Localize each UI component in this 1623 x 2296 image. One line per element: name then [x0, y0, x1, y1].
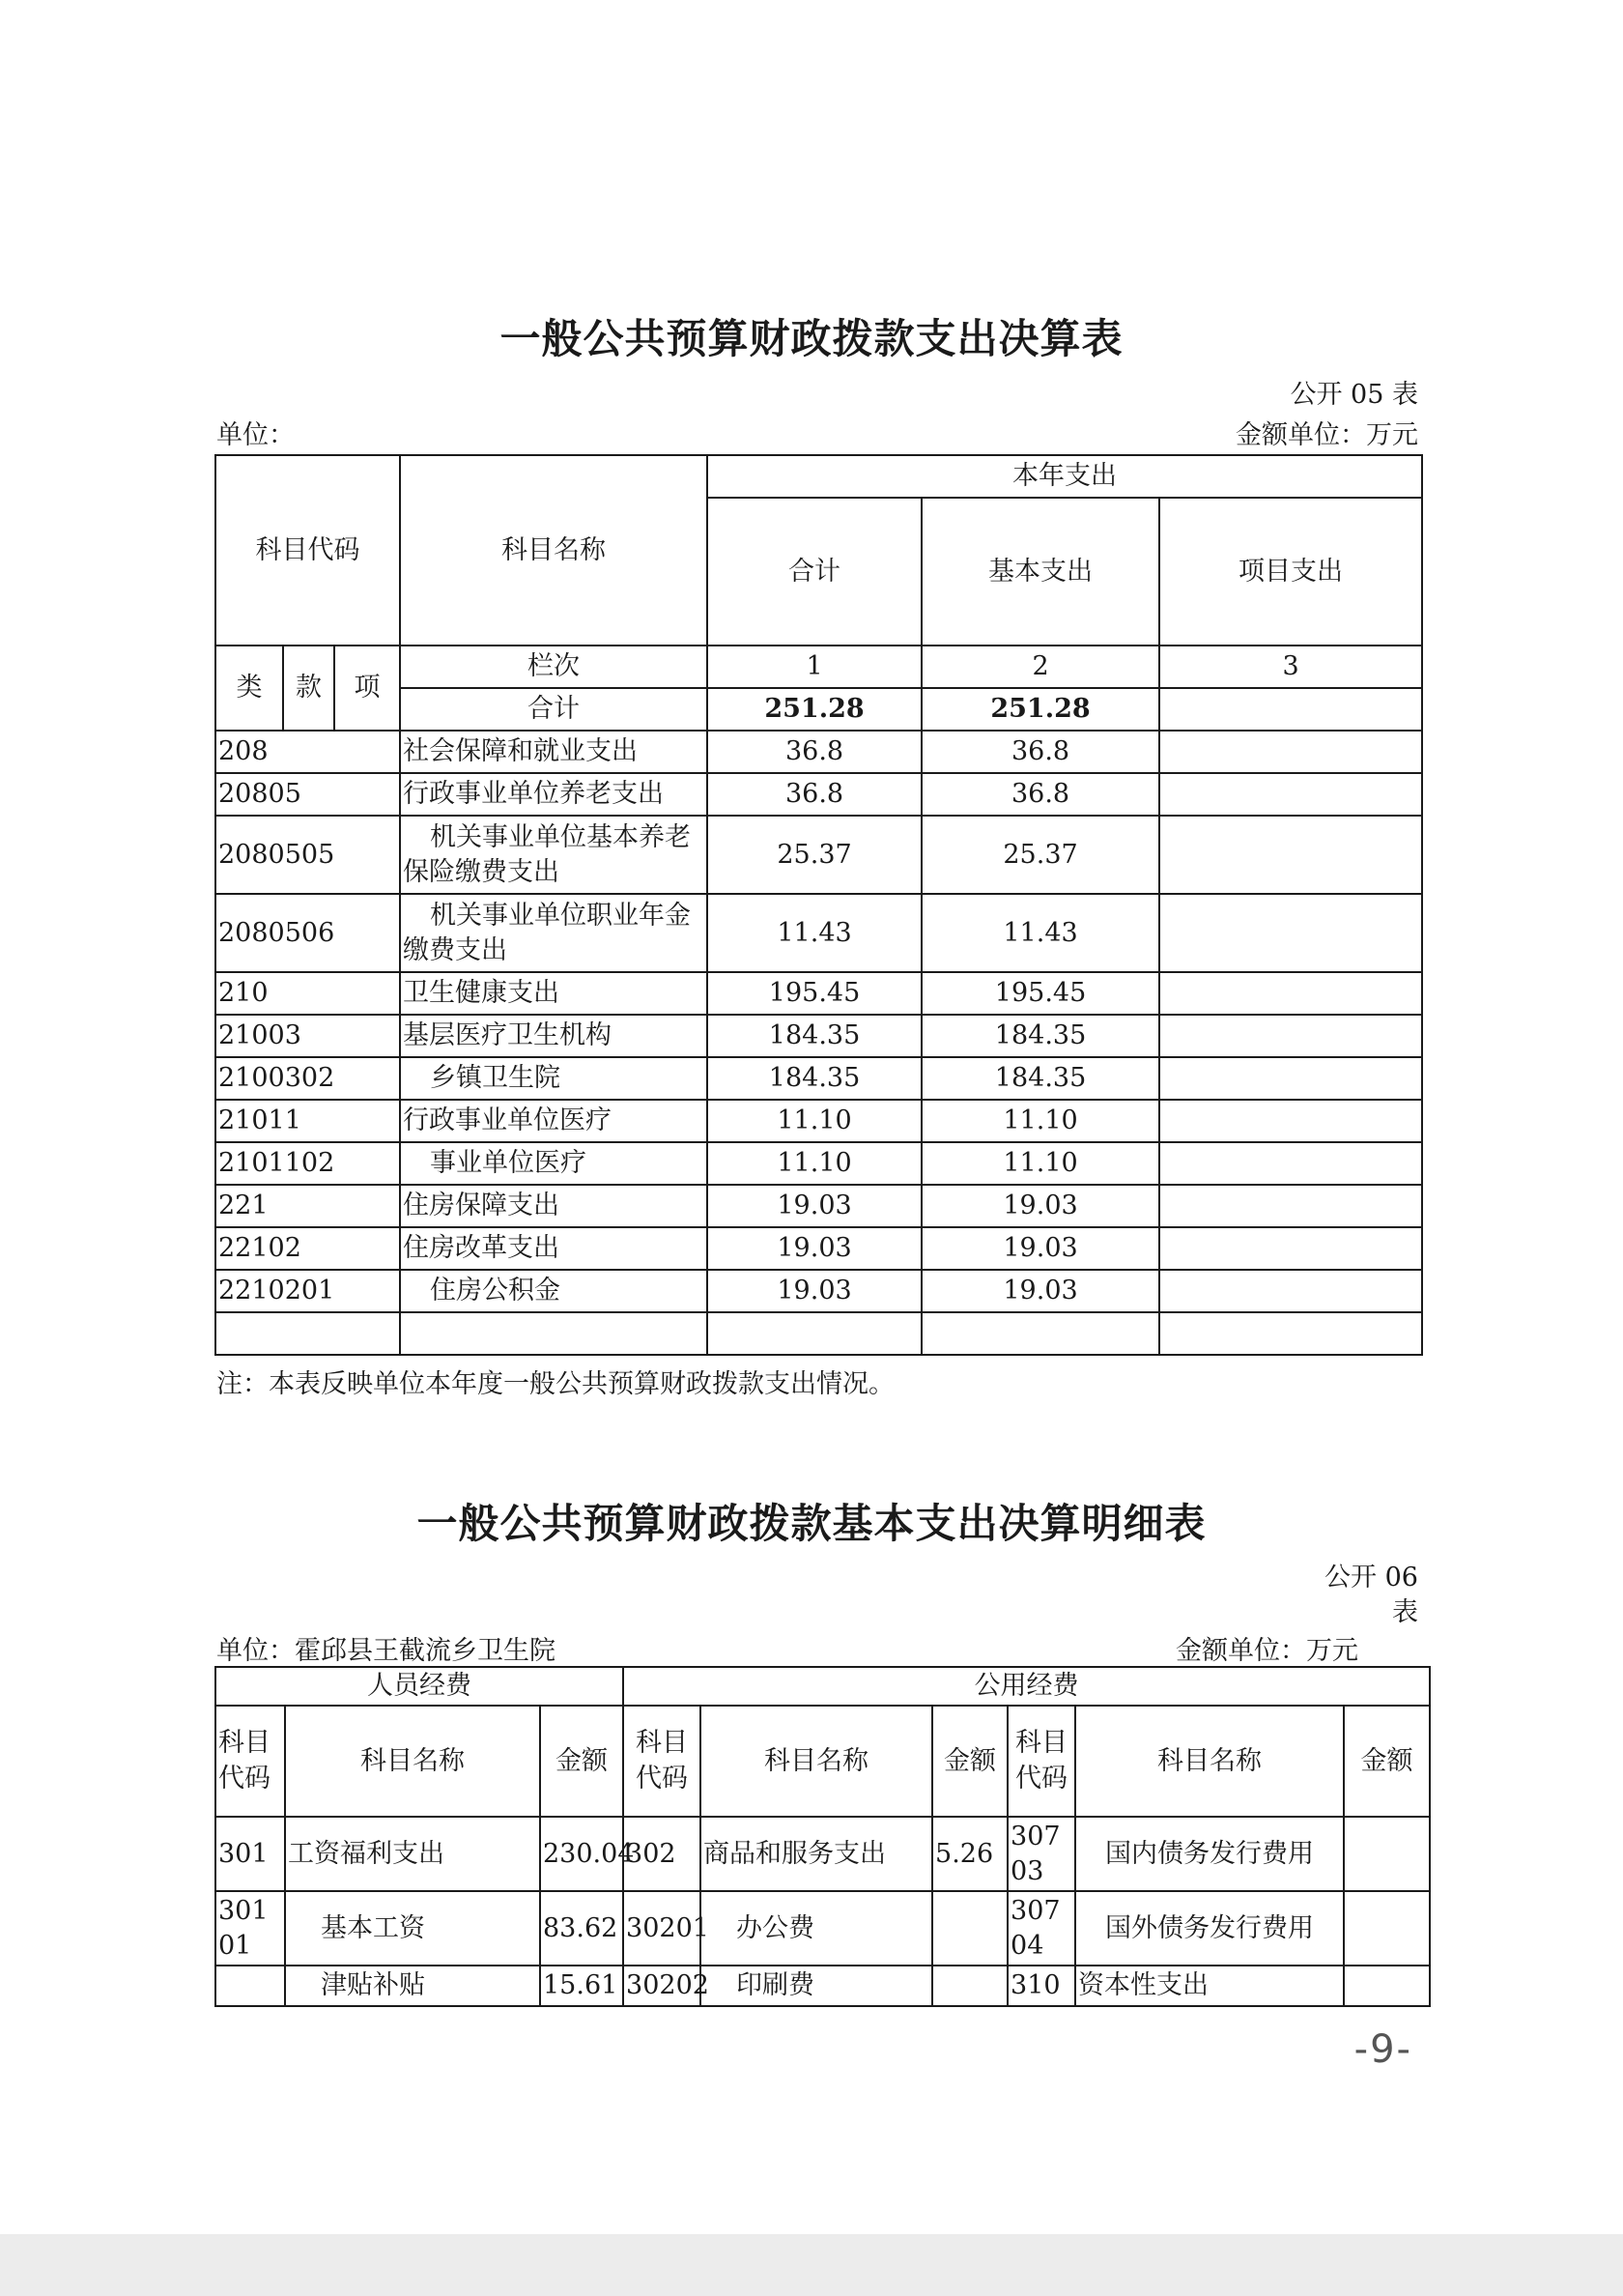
row-name: 住房改革支出 — [400, 1227, 707, 1270]
cell-amount: 5.26 — [932, 1817, 1008, 1891]
table06-unit-label: 单位：霍邱县王截流乡卫生院 — [216, 1636, 555, 1666]
table-row — [215, 1817, 1430, 1891]
row-project — [1159, 972, 1422, 1015]
table-row — [215, 1227, 1422, 1270]
row-total: 184.35 — [707, 1015, 922, 1057]
cell-amount — [932, 1966, 1008, 2006]
row-project — [1159, 816, 1422, 894]
total-label: 合计 — [400, 688, 707, 731]
cell-name: 津贴补贴 — [285, 1966, 540, 2006]
group-public: 公用经费 — [623, 1667, 1430, 1706]
row-basic: 11.10 — [922, 1100, 1159, 1142]
row-basic: 11.10 — [922, 1142, 1159, 1185]
row-basic: 11.43 — [922, 894, 1159, 972]
row-basic: 36.8 — [922, 731, 1159, 773]
table-row — [215, 972, 1422, 1015]
row-name: 社会保障和就业支出 — [400, 731, 707, 773]
cell-code: 30201 — [623, 1891, 700, 1966]
row-project — [1159, 1057, 1422, 1100]
row-code: 2080505 — [215, 816, 400, 894]
cell-name: 国外债务发行费用 — [1075, 1891, 1344, 1966]
cell-amount — [1344, 1817, 1430, 1891]
row-total: 36.8 — [707, 731, 922, 773]
total-basic: 251.28 — [922, 688, 1159, 731]
row-code: 208 — [215, 731, 400, 773]
header-code: 科目代码 — [215, 455, 400, 646]
col-amount: 金额 — [1344, 1706, 1430, 1817]
row-code: 2080506 — [215, 894, 400, 972]
row-project — [1159, 731, 1422, 773]
row-name: 行政事业单位医疗 — [400, 1100, 707, 1142]
row-total: 36.8 — [707, 773, 922, 816]
table05-unit-label: 单位： — [216, 420, 295, 450]
row-project — [1159, 1015, 1422, 1057]
cell-code: 301 — [215, 1817, 285, 1891]
cell-name: 商品和服务支出 — [700, 1817, 932, 1891]
row-project — [1159, 1100, 1422, 1142]
cell-code: 30202 — [623, 1966, 700, 2006]
table05 — [214, 454, 1423, 1356]
table-row — [215, 1057, 1422, 1100]
table06-code-line1: 公开 06 — [1324, 1563, 1418, 1593]
header-xiang: 项 — [334, 646, 400, 731]
empty-cell — [400, 1312, 707, 1355]
table-row — [215, 1015, 1422, 1057]
row-total: 195.45 — [707, 972, 922, 1015]
row-total: 19.03 — [707, 1227, 922, 1270]
table-row — [215, 1185, 1422, 1227]
header-col2: 2 — [922, 646, 1159, 688]
header-name: 科目名称 — [400, 455, 707, 646]
row-basic: 36.8 — [922, 773, 1159, 816]
cell-name: 资本性支出 — [1075, 1966, 1344, 2006]
table06-code-line2: 表 — [1392, 1597, 1418, 1627]
empty-cell — [707, 1312, 922, 1355]
table-row — [215, 1966, 1430, 2006]
row-basic: 19.03 — [922, 1227, 1159, 1270]
row-total: 19.03 — [707, 1185, 922, 1227]
table-row — [215, 894, 1422, 972]
col-amount: 金额 — [932, 1706, 1008, 1817]
row-name: 机关事业单位基本养老保险缴费支出 — [400, 816, 707, 894]
row-code: 20805 — [215, 773, 400, 816]
empty-cell — [922, 1312, 1159, 1355]
col-code: 科目代码 — [215, 1706, 285, 1817]
row-name: 卫生健康支出 — [400, 972, 707, 1015]
cell-code — [215, 1966, 285, 2006]
table05-title: 一般公共预算财政拨款支出决算表 — [499, 315, 1124, 362]
cell-name: 办公费 — [700, 1891, 932, 1966]
header-col1: 1 — [707, 646, 922, 688]
row-code: 21003 — [215, 1015, 400, 1057]
row-name: 住房保障支出 — [400, 1185, 707, 1227]
header-basic: 基本支出 — [922, 498, 1159, 646]
table05-amount-unit: 金额单位：万元 — [1236, 420, 1418, 450]
table-row — [215, 816, 1422, 894]
cell-code: 302 — [623, 1817, 700, 1891]
row-basic: 25.37 — [922, 816, 1159, 894]
col-amount: 金额 — [540, 1706, 623, 1817]
empty-cell — [215, 1312, 400, 1355]
row-name: 住房公积金 — [400, 1270, 707, 1312]
row-code: 2210201 — [215, 1270, 400, 1312]
row-code: 2100302 — [215, 1057, 400, 1100]
row-code: 2101102 — [215, 1142, 400, 1185]
empty-cell — [1159, 1312, 1422, 1355]
bottom-band — [0, 2234, 1623, 2296]
cell-amount — [1344, 1891, 1430, 1966]
empty-row — [215, 1312, 1422, 1355]
row-total: 11.10 — [707, 1142, 922, 1185]
cell-name: 国内债务发行费用 — [1075, 1817, 1344, 1891]
header-lanci: 栏次 — [400, 646, 707, 688]
header-kuan: 款 — [283, 646, 334, 731]
row-project — [1159, 894, 1422, 972]
table06-amount-unit: 金额单位：万元 — [1176, 1636, 1358, 1666]
row-project — [1159, 1185, 1422, 1227]
group-personnel: 人员经费 — [215, 1667, 623, 1706]
header-col3: 3 — [1159, 646, 1422, 688]
cell-amount — [1344, 1966, 1430, 2006]
total-project — [1159, 688, 1422, 731]
cell-amount — [932, 1891, 1008, 1966]
row-project — [1159, 1270, 1422, 1312]
cell-code: 30703 — [1008, 1817, 1075, 1891]
cell-amount: 230.04 — [540, 1817, 623, 1891]
col-name: 科目名称 — [700, 1706, 932, 1817]
row-code: 22102 — [215, 1227, 400, 1270]
total-sum: 251.28 — [707, 688, 922, 731]
row-basic: 195.45 — [922, 972, 1159, 1015]
row-total: 11.10 — [707, 1100, 922, 1142]
row-code: 21011 — [215, 1100, 400, 1142]
row-total: 11.43 — [707, 894, 922, 972]
col-name: 科目名称 — [1075, 1706, 1344, 1817]
cell-code: 310 — [1008, 1966, 1075, 2006]
table-row — [215, 1891, 1430, 1966]
table-row — [215, 773, 1422, 816]
header-total: 合计 — [707, 498, 922, 646]
row-total: 25.37 — [707, 816, 922, 894]
row-name: 机关事业单位职业年金缴费支出 — [400, 894, 707, 972]
cell-name: 印刷费 — [700, 1966, 932, 2006]
cell-name: 工资福利支出 — [285, 1817, 540, 1891]
row-basic: 184.35 — [922, 1015, 1159, 1057]
table-row — [215, 1142, 1422, 1185]
table05-code: 公开 05 表 — [1290, 380, 1418, 410]
row-basic: 19.03 — [922, 1185, 1159, 1227]
row-project — [1159, 1227, 1422, 1270]
table06 — [214, 1666, 1431, 2007]
row-name: 基层医疗卫生机构 — [400, 1015, 707, 1057]
row-code: 210 — [215, 972, 400, 1015]
table06-title: 一般公共预算财政拨款基本支出决算明细表 — [416, 1500, 1207, 1547]
header-project: 项目支出 — [1159, 498, 1422, 646]
cell-amount: 15.61 — [540, 1966, 623, 2006]
cell-amount: 83.62 — [540, 1891, 623, 1966]
header-current-year: 本年支出 — [707, 455, 1422, 498]
table-row — [215, 731, 1422, 773]
header-lei: 类 — [215, 646, 283, 731]
row-project — [1159, 773, 1422, 816]
cell-code: 30704 — [1008, 1891, 1075, 1966]
row-basic: 19.03 — [922, 1270, 1159, 1312]
row-name: 事业单位医疗 — [400, 1142, 707, 1185]
col-code: 科目代码 — [623, 1706, 700, 1817]
row-total: 19.03 — [707, 1270, 922, 1312]
table05-note: 注：本表反映单位本年度一般公共预算财政拨款支出情况。 — [216, 1369, 895, 1399]
table-row — [215, 1100, 1422, 1142]
row-name: 行政事业单位养老支出 — [400, 773, 707, 816]
cell-name: 基本工资 — [285, 1891, 540, 1966]
cell-code: 30101 — [215, 1891, 285, 1966]
row-code: 221 — [215, 1185, 400, 1227]
row-name: 乡镇卫生院 — [400, 1057, 707, 1100]
page-number: -9- — [1353, 2027, 1412, 2072]
col-name: 科目名称 — [285, 1706, 540, 1817]
col-code: 科目代码 — [1008, 1706, 1075, 1817]
table-row — [215, 1270, 1422, 1312]
row-total: 184.35 — [707, 1057, 922, 1100]
row-project — [1159, 1142, 1422, 1185]
row-basic: 184.35 — [922, 1057, 1159, 1100]
